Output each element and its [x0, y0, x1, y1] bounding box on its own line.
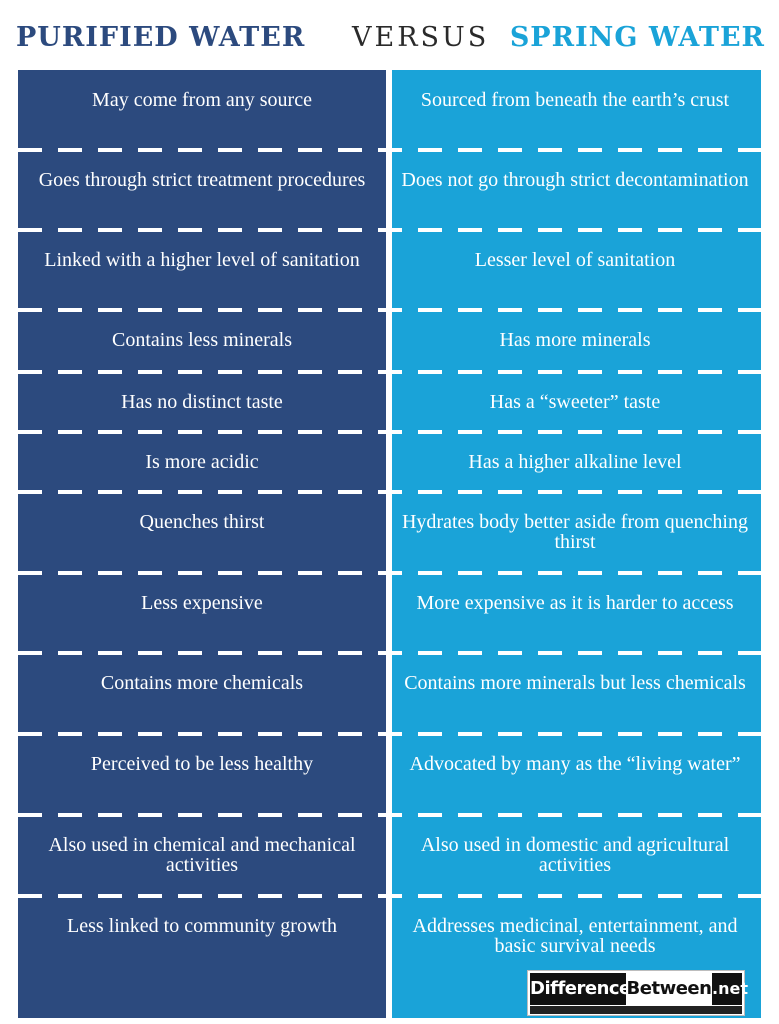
spring-cell: Addresses medicinal, entertainment, and basic survival needs — [412, 915, 738, 957]
logo-underline — [530, 1006, 742, 1014]
comparison-row — [18, 815, 761, 896]
spring-cell: Does not go through strict decontamination — [401, 169, 749, 191]
spring-cell: Has more minerals — [499, 329, 651, 351]
purified-cell: Contains less minerals — [112, 329, 292, 351]
logo-text-net: .net — [712, 973, 742, 1005]
spring-cell: Advocated by many as the “living water” — [409, 753, 741, 775]
purified-cell: Also used in chemical and mechanical activities — [48, 834, 356, 876]
comparison-row — [18, 432, 761, 492]
spring-cell: Also used in domestic and agricultural activities — [420, 834, 730, 876]
purified-cell: Quenches thirst — [139, 511, 265, 533]
purified-cell: Less linked to community growth — [67, 915, 337, 937]
spring-cell: Hydrates body better aside from quenching thirst — [401, 511, 748, 553]
comparison-row — [18, 573, 761, 653]
comparison-row — [18, 230, 761, 310]
purified-cell: Linked with a higher level of sanitation — [44, 249, 360, 271]
purified-cell: Goes through strict treatment procedures — [38, 169, 366, 191]
purified-cell: Contains more chemicals — [100, 672, 304, 694]
purified-water-title: PURIFIED WATER — [16, 22, 306, 53]
spring-water-title: SPRING WATER — [509, 22, 765, 53]
logo-text-difference: Difference — [530, 973, 626, 1005]
purified-cell: Less expensive — [141, 592, 263, 614]
spring-cell: Sourced from beneath the earth’s crust — [420, 89, 730, 111]
comparison-row — [18, 150, 761, 230]
spring-cell: Has a “sweeter” taste — [489, 391, 661, 413]
logo-text-between: Between — [626, 978, 712, 999]
comparison-rows — [18, 70, 761, 1018]
purified-cell: May come from any source — [92, 89, 312, 111]
spring-cell: Has a higher alkaline level — [468, 451, 682, 473]
purified-cell: Perceived to be less healthy — [90, 753, 314, 775]
comparison-row — [18, 310, 761, 372]
comparison-header — [0, 0, 779, 70]
purified-cell: Has no distinct taste — [121, 391, 283, 413]
spring-cell: Contains more minerals but less chemicals — [404, 672, 746, 694]
differencebetween-logo — [527, 970, 748, 1016]
comparison-row — [18, 653, 761, 734]
versus-label: VERSUS — [352, 22, 490, 53]
comparison-row — [18, 70, 761, 150]
comparison-row — [18, 492, 761, 573]
spring-cell: More expensive as it is harder to access — [416, 592, 734, 614]
comparison-row — [18, 734, 761, 815]
spring-cell: Lesser level of sanitation — [474, 249, 676, 271]
comparison-row — [18, 372, 761, 432]
purified-cell: Is more acidic — [145, 451, 259, 473]
